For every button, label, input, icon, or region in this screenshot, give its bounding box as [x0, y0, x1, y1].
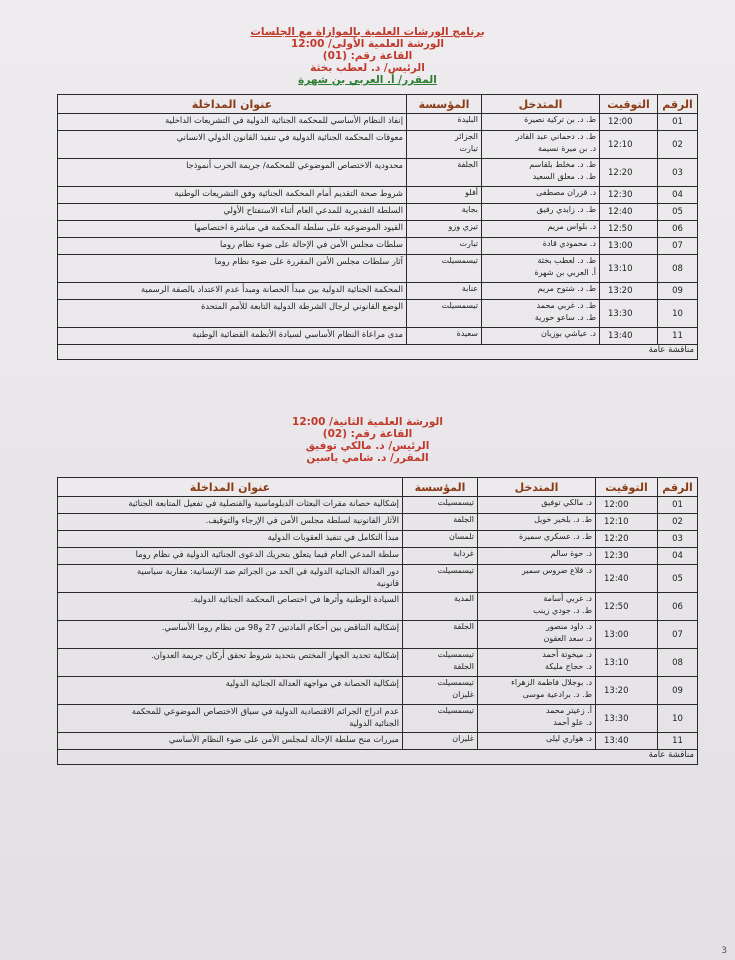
institution-name: الجلفة — [453, 662, 474, 671]
speaker-name: ط. د. لعطب بخثة — [537, 256, 596, 265]
row-number: 10 — [658, 705, 698, 733]
institution-name: عنابة — [461, 284, 478, 293]
row-institution — [407, 283, 482, 300]
row-title — [58, 131, 407, 159]
row-institution — [403, 565, 478, 593]
speaker-name: ط. د. معلق السعيد — [532, 172, 596, 181]
presentation-title: سلطة المدعي العام فيما يتعلق بتحريك الدعوى الجنائية الدولية في نظام روما — [135, 549, 399, 559]
speaker-name: د. قلاع ضروس سمير — [521, 566, 592, 575]
presentation-title: آثار سلطات مجلس الأمن المقررة على ضوء نظام روما — [214, 256, 403, 266]
row-institution — [403, 621, 478, 649]
table-row — [58, 677, 698, 705]
row-time: 12:20 — [600, 159, 658, 187]
row-speakers — [478, 621, 596, 649]
row-speakers — [482, 187, 600, 204]
row-number: 08 — [658, 649, 698, 677]
general-discussion-row — [58, 345, 698, 360]
row-title — [58, 514, 403, 531]
workshop2-hall: القاعة رقم: (02) — [322, 428, 413, 440]
row-speakers — [478, 733, 596, 750]
speaker-name: ط. د. غربي محمد — [536, 301, 596, 310]
table-header-row — [58, 478, 698, 497]
speaker-name: د. محمودي قادة — [542, 239, 596, 248]
row-institution — [403, 677, 478, 705]
workshop2-table — [57, 477, 698, 765]
workshop1-header — [0, 26, 735, 86]
institution-name: البليدة — [457, 115, 478, 124]
presentation-title: شروط صحة التقديم أمام المحكمة الجنائية وفق التشريعات الوطنية — [174, 188, 403, 198]
col-time: التوقيت — [600, 95, 658, 114]
institution-name: غرداية — [453, 549, 474, 558]
table-row — [58, 328, 698, 345]
institution-name: الجلفة — [453, 515, 474, 524]
speaker-name: د. بوجلال فاطمة الزهراء — [511, 678, 592, 687]
row-institution — [403, 514, 478, 531]
row-time: 12:00 — [600, 114, 658, 131]
table-row — [58, 514, 698, 531]
institution-name: تلمسان — [449, 532, 474, 541]
table-row — [58, 733, 698, 750]
general-discussion: مناقشة عامة — [58, 750, 698, 765]
row-number: 06 — [658, 221, 698, 238]
row-time: 13:20 — [596, 677, 658, 705]
table-row — [58, 238, 698, 255]
row-number: 04 — [658, 187, 698, 204]
row-time: 13:00 — [596, 621, 658, 649]
speaker-name: ط. د. دحماني عبد القادر — [515, 132, 596, 141]
row-number: 11 — [658, 733, 698, 750]
row-title — [58, 283, 407, 300]
speaker-name: ط. د. بن تركية نصيرة — [524, 115, 596, 124]
row-institution — [407, 221, 482, 238]
institution-name: الجلفة — [453, 622, 474, 631]
institution-name: تيزي وزو — [448, 222, 478, 231]
workshop2-rows — [58, 497, 698, 750]
row-time: 13:10 — [600, 255, 658, 283]
institution-name: تيسمسيلت — [437, 678, 474, 687]
row-title — [58, 114, 407, 131]
col-speaker: المتدخل — [478, 478, 596, 497]
institution-name: تيسمسيلت — [437, 650, 474, 659]
row-number: 02 — [658, 131, 698, 159]
workshop2-header — [0, 416, 735, 464]
table-row — [58, 621, 698, 649]
institution-name: تيسمسيلت — [441, 301, 478, 310]
row-time: 13:10 — [596, 649, 658, 677]
workshop1-table — [57, 94, 698, 360]
speaker-name: د. ميخوتة أحمد — [542, 650, 592, 659]
row-number: 03 — [658, 531, 698, 548]
row-number: 07 — [658, 621, 698, 649]
speaker-name: د. مالكي توفيق — [541, 498, 592, 507]
speaker-name: د. حوة سالم — [550, 549, 592, 558]
presentation-title: سلطات مجلس الأمن في الإحالة على ضوء نظام روما — [219, 239, 403, 249]
speaker-name: د. هواري ليلى — [545, 734, 592, 743]
table-row — [58, 300, 698, 328]
speaker-name: د. بلواس مريم — [547, 222, 596, 231]
row-institution — [407, 300, 482, 328]
row-time: 13:00 — [600, 238, 658, 255]
workshop2-title: الورشة العلمية الثانية/ 12:00 — [292, 416, 443, 428]
institution-name: تيارت — [459, 239, 478, 248]
col-institution: المؤسسة — [407, 95, 482, 114]
presentation-title: إشكالية حصانة مقرات البعثات الدبلوماسية والقنصلية في تفعيل المتابعة الجنائية — [128, 498, 399, 508]
page-number: 3 — [721, 946, 727, 956]
presentation-title: إشكالية الحصانة في مواجهة العدالة الجنائية الدولية — [225, 678, 399, 688]
row-institution — [407, 204, 482, 221]
presentation-title: معوقات المحكمة الجنائية الدولية في تنفيذ القانون الدولي الانساني — [176, 132, 403, 142]
general-discussion-row — [58, 750, 698, 765]
row-institution — [403, 548, 478, 565]
presentation-title: دور العدالة الجنائية الدولية في الحد من الجرائم ضد الإنسانية: مقاربة سياسية — [137, 566, 399, 576]
row-time: 12:30 — [596, 548, 658, 565]
presentation-title: السلطة التقديرية للمدعي العام أثناء الاستفتاح الأولي — [223, 205, 403, 215]
institution-name: تيسمسيلت — [437, 566, 474, 575]
row-speakers — [478, 649, 596, 677]
row-institution — [403, 531, 478, 548]
table-row — [58, 187, 698, 204]
col-title: عنوان المداخلة — [58, 478, 403, 497]
institution-name: تيسمسيلت — [441, 256, 478, 265]
col-title: عنوان المداخلة — [58, 95, 407, 114]
speaker-name: د. سعد العقون — [543, 634, 592, 643]
row-institution — [407, 255, 482, 283]
col-number: الرقم — [658, 95, 698, 114]
row-institution — [403, 593, 478, 621]
row-time: 13:30 — [600, 300, 658, 328]
presentation-title: السيادة الوطنية وأثرها في اختصاص المحكمة الجنائية الدولية. — [190, 594, 399, 604]
row-speakers — [482, 255, 600, 283]
row-institution — [407, 114, 482, 131]
row-speakers — [478, 565, 596, 593]
institution-name: تيسمسيلت — [437, 706, 474, 715]
program-title: برنامج الورشات العلمية بالموازاة مع الجلسات — [250, 26, 485, 38]
institution-name: المدية — [454, 594, 474, 603]
row-number: 04 — [658, 548, 698, 565]
row-speakers — [482, 300, 600, 328]
workshop1-chair: الرئيس/ د. لعطب بخثة — [310, 62, 425, 74]
row-number: 11 — [658, 328, 698, 345]
row-title — [58, 649, 403, 677]
table-row — [58, 283, 698, 300]
row-time: 13:40 — [600, 328, 658, 345]
col-speaker: المتدخل — [482, 95, 600, 114]
speaker-name: أ. العربي بن شهرة — [534, 268, 596, 277]
row-speakers — [478, 593, 596, 621]
speaker-name: ط. د. زايدي رفيق — [536, 205, 596, 214]
row-title — [58, 300, 407, 328]
row-title — [58, 677, 403, 705]
row-title — [58, 621, 403, 649]
institution-name: بجاية — [461, 205, 478, 214]
row-time: 12:50 — [600, 221, 658, 238]
speaker-name: ط. د. مخلط بلقاسم — [529, 160, 596, 169]
speaker-name: د. غربي أسامة — [543, 594, 592, 603]
row-time: 12:50 — [596, 593, 658, 621]
table-row — [58, 204, 698, 221]
col-number: الرقم — [658, 478, 698, 497]
row-number: 07 — [658, 238, 698, 255]
row-title — [58, 204, 407, 221]
table-row — [58, 131, 698, 159]
speaker-name: ط. د. شتوح مريم — [537, 284, 596, 293]
speaker-name: ط. د. عسكري سميرة — [518, 532, 592, 541]
row-title — [58, 255, 407, 283]
row-number: 08 — [658, 255, 698, 283]
row-speakers — [478, 514, 596, 531]
row-time: 12:40 — [600, 204, 658, 221]
presentation-title: عدم ادراج الجرائم الاقتصادية الدولية في سياق الاختصاص الموضوعي للمحكمة — [131, 706, 399, 716]
presentation-title: محدودية الاختصاص الموضوعي للمحكمة/ جريمة الحرب أنموذجا — [186, 160, 403, 170]
table-row — [58, 565, 698, 593]
row-number: 03 — [658, 159, 698, 187]
table-row — [58, 114, 698, 131]
row-speakers — [478, 497, 596, 514]
row-title — [58, 187, 407, 204]
row-institution — [407, 328, 482, 345]
presentation-title: القيود الموضوعية على سلطة المحكمة في مباشرة اختصاصها — [194, 222, 403, 232]
row-number: 05 — [658, 565, 698, 593]
speaker-name: د. قزران مصطفى — [536, 188, 596, 197]
row-number: 10 — [658, 300, 698, 328]
row-speakers — [482, 159, 600, 187]
presentation-title: المحكمة الجنائية الدولية بين مبدأ الحصانة ومبدأ عدم الاعتداد بالصفة الرسمية — [141, 284, 403, 294]
row-speakers — [478, 677, 596, 705]
row-number: 05 — [658, 204, 698, 221]
table-row — [58, 649, 698, 677]
row-title — [58, 705, 403, 733]
row-title — [58, 328, 407, 345]
presentation-title: مبررات منح سلطة الإحالة لمجلس الأمن على ضوء النظام الأساسي — [168, 734, 399, 744]
row-speakers — [482, 131, 600, 159]
row-institution — [403, 649, 478, 677]
row-time: 13:20 — [600, 283, 658, 300]
row-speakers — [482, 238, 600, 255]
row-speakers — [482, 221, 600, 238]
row-title — [58, 548, 403, 565]
row-time: 13:40 — [596, 733, 658, 750]
table-row — [58, 497, 698, 514]
row-speakers — [478, 531, 596, 548]
table-row — [58, 548, 698, 565]
presentation-title: الآثار القانونية لسلطة مجلس الأمن في الإرجاء والتوقيف. — [205, 515, 399, 525]
speaker-name: ط. د. بلخير خويل — [534, 515, 592, 524]
table-row — [58, 221, 698, 238]
institution-name: الجزائر — [454, 132, 478, 141]
speaker-name: د. حجاج مليكة — [545, 662, 592, 671]
speaker-name: ط. د. ساعو حورية — [534, 313, 596, 322]
presentation-title: مبدأ التكامل في تنفيذ العقوبات الدولية — [267, 532, 399, 542]
presentation-title: إشكالية تحديد الجهاز المختص بتحديد شروط تحقق أركان جريمة العدوان. — [150, 650, 399, 660]
table-row — [58, 593, 698, 621]
table-header-row — [58, 95, 698, 114]
row-institution — [407, 159, 482, 187]
presentation-title: إشكالية التناقض بين أحكام المادتين 27 و98 من نظام روما الأساسي. — [161, 622, 399, 632]
institution-name: غليزان — [452, 690, 474, 699]
institution-name: غليزان — [452, 734, 474, 743]
presentation-title: إنفاذ النظام الأساسي للمحكمة الجنائية الدولية في التشريعات الداخلية — [165, 115, 403, 125]
speaker-name: ط. د. برادعية موسى — [522, 690, 592, 699]
row-title — [58, 238, 407, 255]
table-row — [58, 255, 698, 283]
row-speakers — [482, 328, 600, 345]
workshop1-rows — [58, 114, 698, 345]
col-institution: المؤسسة — [403, 478, 478, 497]
row-number: 02 — [658, 514, 698, 531]
workshop2-reporter: المقرر/ د. شامي ياسين — [306, 452, 429, 464]
row-time: 12:10 — [596, 514, 658, 531]
speaker-name: د. عياشي بوزيان — [541, 329, 596, 338]
row-institution — [403, 497, 478, 514]
row-title — [58, 221, 407, 238]
workshop1-title: الورشة العلمية الأولى/ 12:00 — [290, 38, 445, 50]
speaker-name: د. داود منصور — [545, 622, 592, 631]
speaker-name: أ. زعيتر محمد — [545, 706, 592, 715]
institution-name: الجلفة — [457, 160, 478, 169]
row-time: 12:10 — [600, 131, 658, 159]
row-title — [58, 531, 403, 548]
row-speakers — [478, 705, 596, 733]
row-institution — [403, 705, 478, 733]
row-time: 12:30 — [600, 187, 658, 204]
row-institution — [407, 131, 482, 159]
institution-name: تيسمسيلت — [437, 498, 474, 507]
col-time: التوقيت — [596, 478, 658, 497]
presentation-title: الوضع القانوني لرجال الشرطة الدولية التابعة للأمم المتحدة — [200, 301, 403, 311]
row-number: 09 — [658, 677, 698, 705]
row-institution — [407, 238, 482, 255]
table-row — [58, 705, 698, 733]
row-time: 13:30 — [596, 705, 658, 733]
row-number: 01 — [658, 497, 698, 514]
row-time: 12:00 — [596, 497, 658, 514]
row-number: 09 — [658, 283, 698, 300]
institution-name: أفلو — [465, 188, 478, 197]
presentation-title: قانونية — [376, 578, 399, 588]
row-title — [58, 565, 403, 593]
row-title — [58, 733, 403, 750]
institution-name: سعيدة — [456, 329, 478, 338]
row-number: 06 — [658, 593, 698, 621]
presentation-title: الجنائية الدولية — [349, 718, 399, 728]
row-time: 12:20 — [596, 531, 658, 548]
workshop1-hall: القاعة رقم: (01) — [322, 50, 413, 62]
institution-name: تيارت — [459, 144, 478, 153]
row-title — [58, 593, 403, 621]
speaker-name: د. علو أحمد — [553, 718, 592, 727]
row-title — [58, 159, 407, 187]
row-speakers — [482, 283, 600, 300]
row-institution — [403, 733, 478, 750]
speaker-name: د. بن ميرة نسيمة — [537, 144, 596, 153]
workshop1-reporter: المقرر/ أ. العربي بن شهرة — [298, 74, 437, 86]
row-time: 12:40 — [596, 565, 658, 593]
row-title — [58, 497, 403, 514]
speaker-name: ط. د. جودي زينب — [533, 606, 592, 615]
row-speakers — [482, 114, 600, 131]
table-row — [58, 159, 698, 187]
workshop2-chair: الرئيس/ د. مالكي توفيق — [305, 440, 430, 452]
table-row — [58, 531, 698, 548]
row-speakers — [482, 204, 600, 221]
row-institution — [407, 187, 482, 204]
presentation-title: مدى مراعاة النظام الأساسي لسيادة الأنظمة القضائية الوطنية — [192, 329, 403, 339]
row-number: 01 — [658, 114, 698, 131]
row-speakers — [478, 548, 596, 565]
general-discussion: مناقشة عامة — [58, 345, 698, 360]
